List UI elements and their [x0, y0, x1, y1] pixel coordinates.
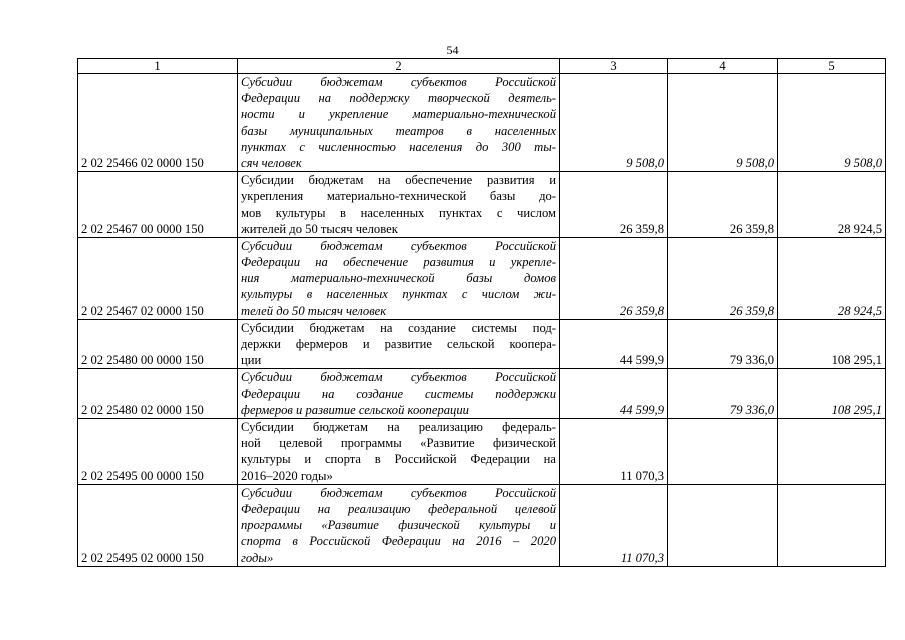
budget-code: 2 02 25467 00 0000 150 — [78, 172, 238, 238]
description-line: Субсидии бюджетам на создание системы под- — [241, 320, 556, 335]
amount-col3: 9 508,0 — [560, 74, 668, 172]
description-line: Федерации на обеспечение развития и укрепле- — [241, 255, 556, 270]
budget-code: 2 02 25467 02 0000 150 — [78, 237, 238, 319]
table-body — [78, 74, 886, 567]
amount-col4 — [668, 419, 778, 485]
table-row — [78, 319, 886, 369]
description-line: программы «Развитие физической культуры и — [241, 518, 556, 533]
amount-col4: 79 336,0 — [668, 319, 778, 369]
budget-code: 2 02 25480 02 0000 150 — [78, 369, 238, 419]
page-number: 54 — [446, 43, 459, 57]
budget-table — [77, 58, 886, 567]
description-line: пунктах с численностью населения до 300 ты- — [241, 139, 556, 154]
amount-col3: 26 359,8 — [560, 172, 668, 238]
budget-code: 2 02 25495 00 0000 150 — [78, 419, 238, 485]
description-line: Субсидии бюджетам на реализацию федераль- — [241, 420, 556, 435]
description-line: ния материально-технической базы домов — [241, 271, 556, 286]
description-line: Федерации на поддержку творческой деятель- — [241, 91, 556, 106]
description-line: сяч человек — [241, 155, 302, 170]
header-col-5: 5 — [778, 59, 886, 74]
amount-col4: 26 359,8 — [668, 237, 778, 319]
description-line: ности и укрепление материально-технической — [241, 107, 556, 122]
description-line: укрепления материально-технической базы до- — [241, 189, 556, 204]
description-line: Субсидии бюджетам на обеспечение развития и — [241, 173, 556, 188]
description-line: ной целевой программы «Развитие физической — [241, 436, 556, 451]
description-line: Федерации на реализацию федеральной целевой — [241, 501, 556, 516]
description-line: Субсидии бюджетам субъектов Российской — [241, 485, 556, 500]
description-line: культуры в населенных пунктах с числом жи- — [241, 287, 556, 302]
description-line: жителей до 50 тысяч человек — [241, 221, 398, 236]
amount-col5: 28 924,5 — [778, 237, 886, 319]
amount-col5: 9 508,0 — [778, 74, 886, 172]
budget-description — [238, 237, 560, 319]
amount-col3: 26 359,8 — [560, 237, 668, 319]
amount-col5 — [778, 484, 886, 566]
header-row — [78, 59, 886, 74]
budget-description — [238, 319, 560, 369]
amount-col3: 44 599,9 — [560, 369, 668, 419]
amount-col5: 108 295,1 — [778, 369, 886, 419]
budget-description — [238, 484, 560, 566]
amount-col4 — [668, 484, 778, 566]
description-line: телей до 50 тысяч человек — [241, 303, 387, 318]
table-row — [78, 369, 886, 419]
description-line: спорта в Российской Федерации на 2016 – 2020 — [241, 534, 556, 549]
amount-col3: 11 070,3 — [560, 484, 668, 566]
description-line: держки фермеров и развитие сельской коопера- — [241, 337, 556, 352]
header-col-3: 3 — [560, 59, 668, 74]
amount-col5: 28 924,5 — [778, 172, 886, 238]
description-line: 2016–2020 годы» — [241, 468, 333, 483]
budget-description — [238, 419, 560, 485]
budget-description — [238, 172, 560, 238]
amount-col4: 79 336,0 — [668, 369, 778, 419]
amount-col5 — [778, 419, 886, 485]
description-line: Субсидии бюджетам субъектов Российской — [241, 75, 556, 89]
budget-code: 2 02 25466 02 0000 150 — [78, 74, 238, 172]
description-line: Субсидии бюджетам субъектов Российской — [241, 238, 556, 253]
table-row — [78, 172, 886, 238]
amount-col3: 44 599,9 — [560, 319, 668, 369]
table-row — [78, 237, 886, 319]
budget-description — [238, 74, 560, 172]
description-line: Федерации на создание системы поддержки — [241, 386, 556, 401]
header-col-2: 2 — [238, 59, 560, 74]
amount-col4: 26 359,8 — [668, 172, 778, 238]
amount-col5: 108 295,1 — [778, 319, 886, 369]
description-line: фермеров и развитие сельской кооперации — [241, 402, 469, 417]
amount-col4: 9 508,0 — [668, 74, 778, 172]
budget-code: 2 02 25495 02 0000 150 — [78, 484, 238, 566]
description-line: базы муниципальных театров в населенных — [241, 123, 556, 138]
header-col-4: 4 — [668, 59, 778, 74]
table-row — [78, 419, 886, 485]
description-line: мов культуры в населенных пунктах с числом — [241, 205, 556, 220]
header-col-1: 1 — [78, 59, 238, 74]
budget-code: 2 02 25480 00 0000 150 — [78, 319, 238, 369]
amount-col3: 11 070,3 — [560, 419, 668, 485]
table-row — [78, 74, 886, 172]
description-line: ции — [241, 353, 262, 368]
description-line: годы» — [241, 550, 274, 565]
description-line: Субсидии бюджетам субъектов Российской — [241, 370, 556, 385]
budget-description — [238, 369, 560, 419]
table-row — [78, 484, 886, 566]
description-line: культуры и спорта в Российской Федерации на — [241, 452, 556, 467]
